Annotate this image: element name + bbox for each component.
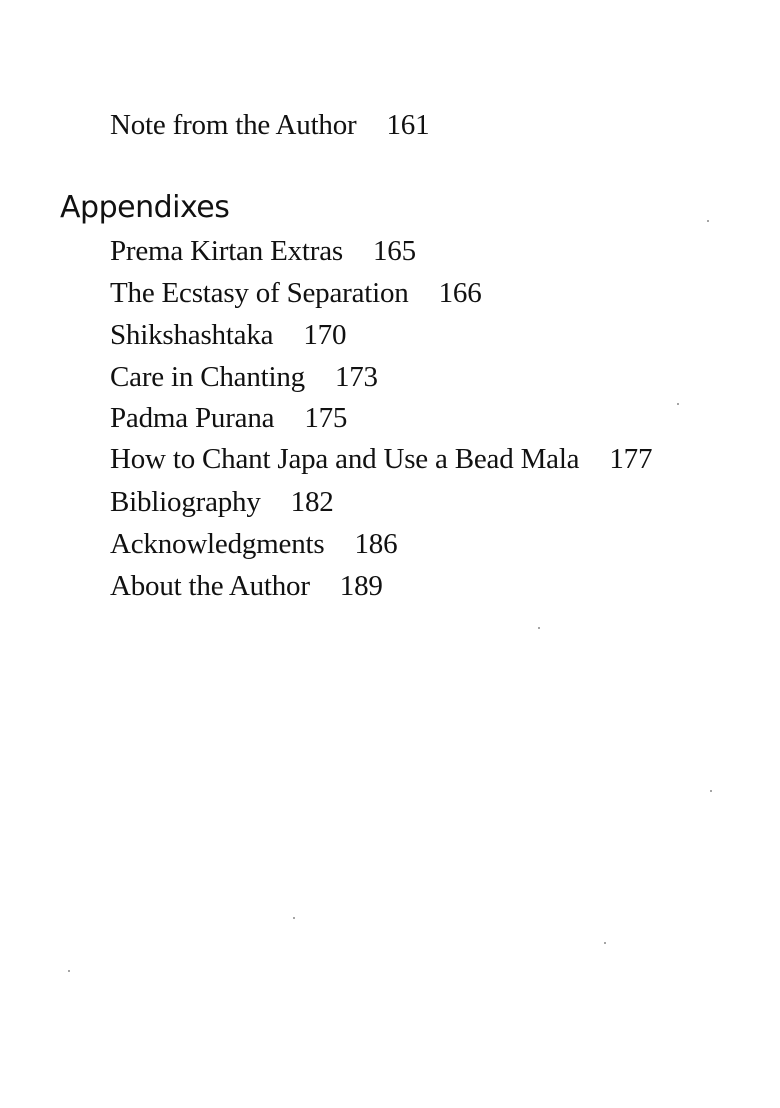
toc-entry-page: 170 — [303, 319, 347, 351]
section-heading-appendixes: Appendixes — [60, 190, 230, 225]
toc-entry — [110, 275, 482, 311]
scan-speck — [604, 942, 606, 944]
toc-entry-page: 177 — [609, 443, 653, 475]
toc-entry-title: About the Author — [110, 570, 310, 602]
toc-entry-page: 165 — [372, 235, 416, 267]
toc-entry-page: 173 — [334, 361, 378, 393]
toc-entry-title: How to Chant Japa and Use a Bead Mala — [110, 443, 580, 475]
toc-entry-title: Prema Kirtan Extras — [110, 235, 343, 267]
toc-entry-page: 166 — [438, 277, 482, 309]
toc-entry-page: 189 — [339, 570, 383, 602]
toc-entry — [110, 441, 652, 477]
toc-entry-title: The Ecstasy of Separation — [110, 277, 409, 309]
toc-entry — [110, 568, 383, 604]
toc-entry — [110, 233, 416, 269]
toc-entry-note-from-author — [110, 107, 429, 143]
toc-entry — [110, 359, 378, 395]
toc-entry-title: Bibliography — [110, 486, 261, 518]
toc-entry-title: Care in Chanting — [110, 361, 305, 393]
scan-speck — [293, 917, 295, 919]
toc-entry — [110, 317, 346, 353]
toc-entry-title: Acknowledgments — [110, 528, 325, 560]
toc-entry-title: Shikshashtaka — [110, 319, 274, 351]
toc-entry-page: 175 — [304, 402, 348, 434]
scan-speck — [710, 790, 712, 792]
toc-entry-page: 186 — [354, 528, 398, 560]
scan-speck — [68, 970, 70, 972]
toc-entry-page: 161 — [386, 109, 430, 141]
toc-entry-page: 182 — [290, 486, 334, 518]
scan-speck — [538, 627, 540, 629]
toc-entry — [110, 484, 334, 520]
toc-entry — [110, 400, 347, 436]
scan-speck — [707, 220, 709, 222]
toc-entry-title: Note from the Author — [110, 109, 357, 141]
toc-entry — [110, 526, 397, 562]
toc-entry-title: Padma Purana — [110, 402, 275, 434]
scan-speck — [677, 403, 679, 405]
